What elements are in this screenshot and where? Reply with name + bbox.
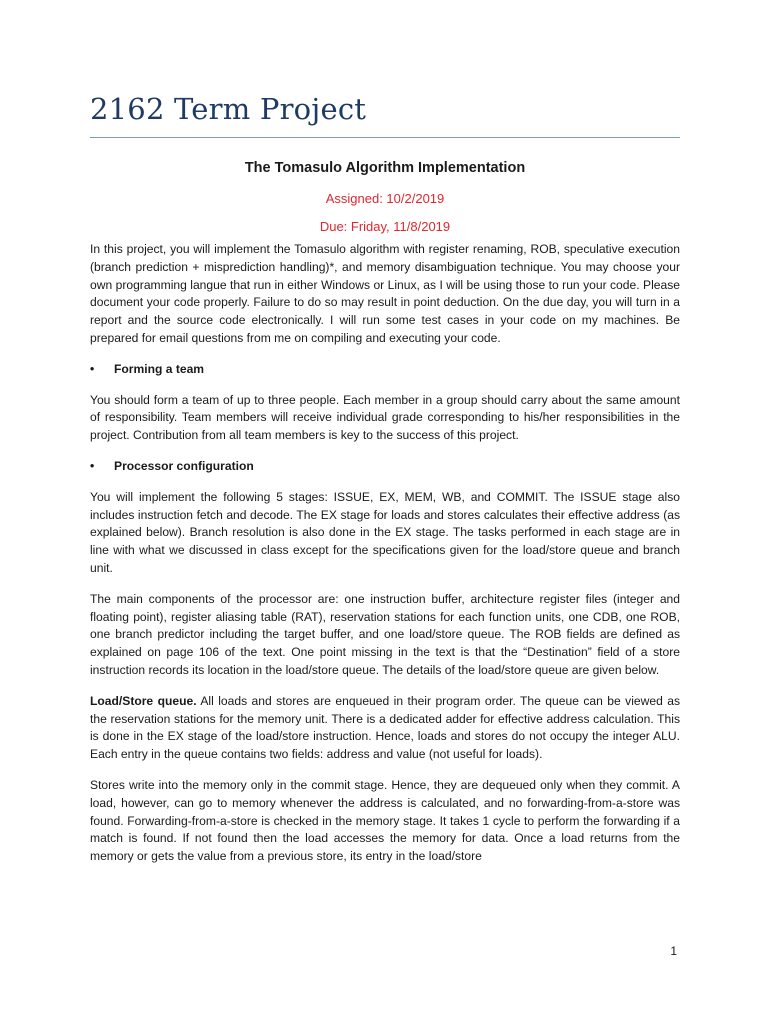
bullet-label: Forming a team bbox=[114, 361, 205, 376]
bullet-icon: • bbox=[90, 458, 95, 473]
bullet-icon: • bbox=[90, 361, 95, 376]
paragraph-components: The main components of the processor are: one instruction buffer, architecture register files (integer and floating point), register aliasing table (RAT), reservation stations for each function units, one CDB, one ROB, one branch predictor including the target buffer, and one load/store queue. The ROB fields are defined as explained on page 106 of the text. One point missing in the text is that the “Destination” field of a store instruction records its location in the load/store queue. The details of the load/store queue are given below. bbox=[90, 591, 680, 677]
bullet-label: Processor configuration bbox=[114, 458, 254, 473]
document-title: 2162 Term Project bbox=[90, 92, 367, 126]
due-date: Due: Friday, 11/8/2019 bbox=[319, 219, 451, 234]
document-subtitle: The Tomasulo Algorithm Implementation bbox=[244, 160, 526, 176]
paragraph-load-store-queue bbox=[90, 693, 680, 764]
bullet-forming-team bbox=[90, 361, 680, 379]
paragraph-stores: Stores write into the memory only in the commit stage. Hence, they are dequeued only when they commit. A load, however, can go to memory whenever the address is calculated, and no forwarding-from-a-store was found. Forwarding-from-a-store is checked in the memory stage. It takes 1 cycle to perform the forwarding if a match is found. If not found then the load accesses the memory for data. Once a load returns from the memory or gets the value from a previous store, its entry in the load/store bbox=[90, 777, 680, 864]
paragraph-intro: In this project, you will implement the Tomasulo algorithm with register renaming, ROB, speculative execution (branch prediction + misprediction handling)*, and memory disambiguation technique. You may choose your own programming langue that run in either Windows or Linux, as I will be using those to run your code. Please document your code properly. Failure to do so may result in point deduction. On the due day, you will turn in a report and the source code electronically. I will run some test cases in your code on my machines. Be prepared for email questions from me on compiling and executing your code. bbox=[90, 242, 680, 345]
bullet-processor-configuration bbox=[90, 458, 680, 476]
assigned-date: Assigned: 10/2/2019 bbox=[325, 191, 445, 206]
title-divider bbox=[90, 137, 680, 138]
paragraph-stages: You will implement the following 5 stages: ISSUE, EX, MEM, WB, and COMMIT. The ISSUE stage also includes instruction fetch and decode. The EX stage for loads and stores calculates their effective address (as explained below). Branch resolution is also done in the EX stage. The tasks performed in each stage are in line with what we discussed in class except for the specifications given for the load/store queue and branch unit. bbox=[90, 489, 680, 575]
load-store-queue-text: All loads and stores are enqueued in their program order. The queue can be viewed as the reservation stations for the memory unit. There is a dedicated adder for effective address calculation. This is done in the EX stage of the load/store instruction. Hence, loads and stores do not occupy the integer ALU. Each entry in the queue contains two fields: address and value (not useful for loads). bbox=[90, 693, 681, 762]
load-store-queue-heading: Load/Store queue. bbox=[90, 693, 197, 708]
page-number: 1 bbox=[670, 944, 677, 958]
document-body bbox=[90, 241, 680, 879]
paragraph-team: You should form a team of up to three people. Each member in a group should carry about the same amount of responsibility. Team members will receive individual grade corresponding to his/her responsibilities in the project. Contribution from all team members is key to the success of this project. bbox=[90, 392, 680, 443]
